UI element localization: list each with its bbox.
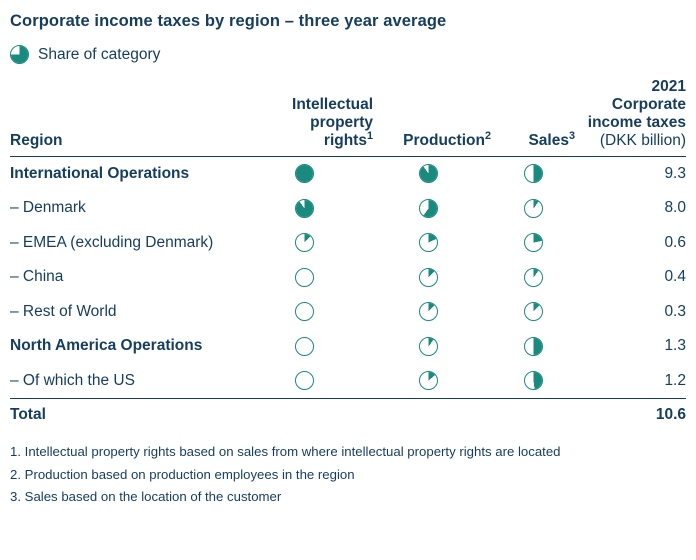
ipr-pie-icon — [295, 371, 314, 390]
row-production-share — [381, 329, 497, 364]
row-tax-value: 0.6 — [664, 233, 686, 251]
production-pie-icon — [419, 371, 438, 390]
pie-chart-icon — [10, 45, 29, 64]
table-header-row — [10, 78, 686, 156]
sales-pie-icon — [524, 268, 543, 287]
production-pie-icon — [419, 302, 438, 321]
row-region-label: International Operations — [10, 164, 190, 182]
tax-table — [10, 78, 686, 431]
sales-pie-icon — [524, 302, 543, 321]
production-pie-icon — [419, 268, 438, 287]
production-pie-icon — [419, 164, 438, 183]
header-sales-footnote-marker: 3 — [568, 130, 575, 143]
table-row — [10, 295, 686, 330]
row-tax-value: 0.3 — [664, 302, 686, 320]
row-sales-share — [497, 329, 581, 364]
production-pie-icon — [419, 199, 438, 218]
row-sales-share — [497, 364, 581, 399]
header-corporate-income-taxes: 2021 Corporate income taxes (DKK billion) — [587, 78, 686, 150]
row-region-label: North America Operations — [10, 337, 203, 355]
row-ipr-share — [255, 260, 381, 295]
row-ipr-share — [255, 191, 381, 226]
total-sales-cell — [497, 399, 581, 432]
row-sales-share — [497, 226, 581, 261]
ipr-pie-icon — [295, 337, 314, 356]
row-sales-share — [497, 295, 581, 330]
legend — [10, 45, 686, 64]
table-row — [10, 156, 686, 191]
table-row — [10, 191, 686, 226]
table-head — [10, 78, 686, 156]
row-region-label: – China — [10, 268, 64, 286]
table-row — [10, 329, 686, 364]
row-production-share — [381, 295, 497, 330]
row-production-share — [381, 260, 497, 295]
sales-pie-icon — [524, 199, 543, 218]
row-tax-value: 9.3 — [664, 164, 686, 182]
row-production-share — [381, 156, 497, 191]
page-title: Corporate income taxes by region – three year average — [10, 12, 447, 30]
row-ipr-share — [255, 156, 381, 191]
total-production-cell — [381, 399, 497, 432]
row-sales-share — [497, 191, 581, 226]
row-ipr-share — [255, 295, 381, 330]
total-label: Total — [10, 399, 255, 432]
row-production-share — [381, 191, 497, 226]
row-region-label: – EMEA (excluding Denmark) — [10, 233, 214, 251]
sales-pie-icon — [524, 164, 543, 183]
table-row — [10, 364, 686, 399]
table-row — [10, 260, 686, 295]
production-pie-icon — [419, 337, 438, 356]
ipr-pie-icon — [295, 164, 314, 183]
legend-label: Share of category — [38, 45, 161, 63]
row-production-share — [381, 364, 497, 399]
footnote-2: 2. Production based on production employees in the region — [10, 466, 355, 482]
row-tax-value: 1.2 — [664, 371, 686, 389]
ipr-pie-icon — [295, 199, 314, 218]
row-ipr-share — [255, 329, 381, 364]
header-region: Region — [10, 132, 63, 150]
ipr-pie-icon — [295, 302, 314, 321]
footnote-3: 3. Sales based on the location of the customer — [10, 489, 282, 505]
total-ipr-cell — [255, 399, 381, 432]
header-sales: Sales$^3$ — [528, 130, 575, 150]
row-region-label: – Denmark — [10, 199, 86, 217]
header-production: Production$^2$ — [403, 130, 491, 150]
row-sales-share — [497, 260, 581, 295]
row-ipr-share — [255, 364, 381, 399]
footnotes — [10, 441, 686, 509]
row-production-share — [381, 226, 497, 261]
row-sales-share — [497, 156, 581, 191]
sales-pie-icon — [524, 371, 543, 390]
row-tax-value: 1.3 — [664, 337, 686, 355]
row-tax-value: 8.0 — [664, 199, 686, 217]
header-ipr-footnote-marker: 1 — [366, 130, 373, 143]
header-ipr: Intellectual property rights$^1$ — [292, 96, 373, 150]
sales-pie-icon — [524, 233, 543, 252]
table-total-row — [10, 399, 686, 432]
sales-pie-icon — [524, 337, 543, 356]
ipr-pie-icon — [295, 233, 314, 252]
table-body — [10, 156, 686, 431]
production-pie-icon — [419, 233, 438, 252]
total-tax-value: 10.6 — [581, 399, 686, 432]
footnote-1: 1. Intellectual property rights based on sales from where intellectual property rights are located — [10, 444, 561, 459]
row-region-label: – Rest of World — [10, 302, 117, 320]
row-ipr-share — [255, 226, 381, 261]
table-row — [10, 226, 686, 261]
row-region-label: – Of which the US — [10, 371, 135, 389]
row-tax-value: 0.4 — [664, 268, 686, 286]
ipr-pie-icon — [295, 268, 314, 287]
header-production-footnote-marker: 2 — [484, 130, 491, 143]
